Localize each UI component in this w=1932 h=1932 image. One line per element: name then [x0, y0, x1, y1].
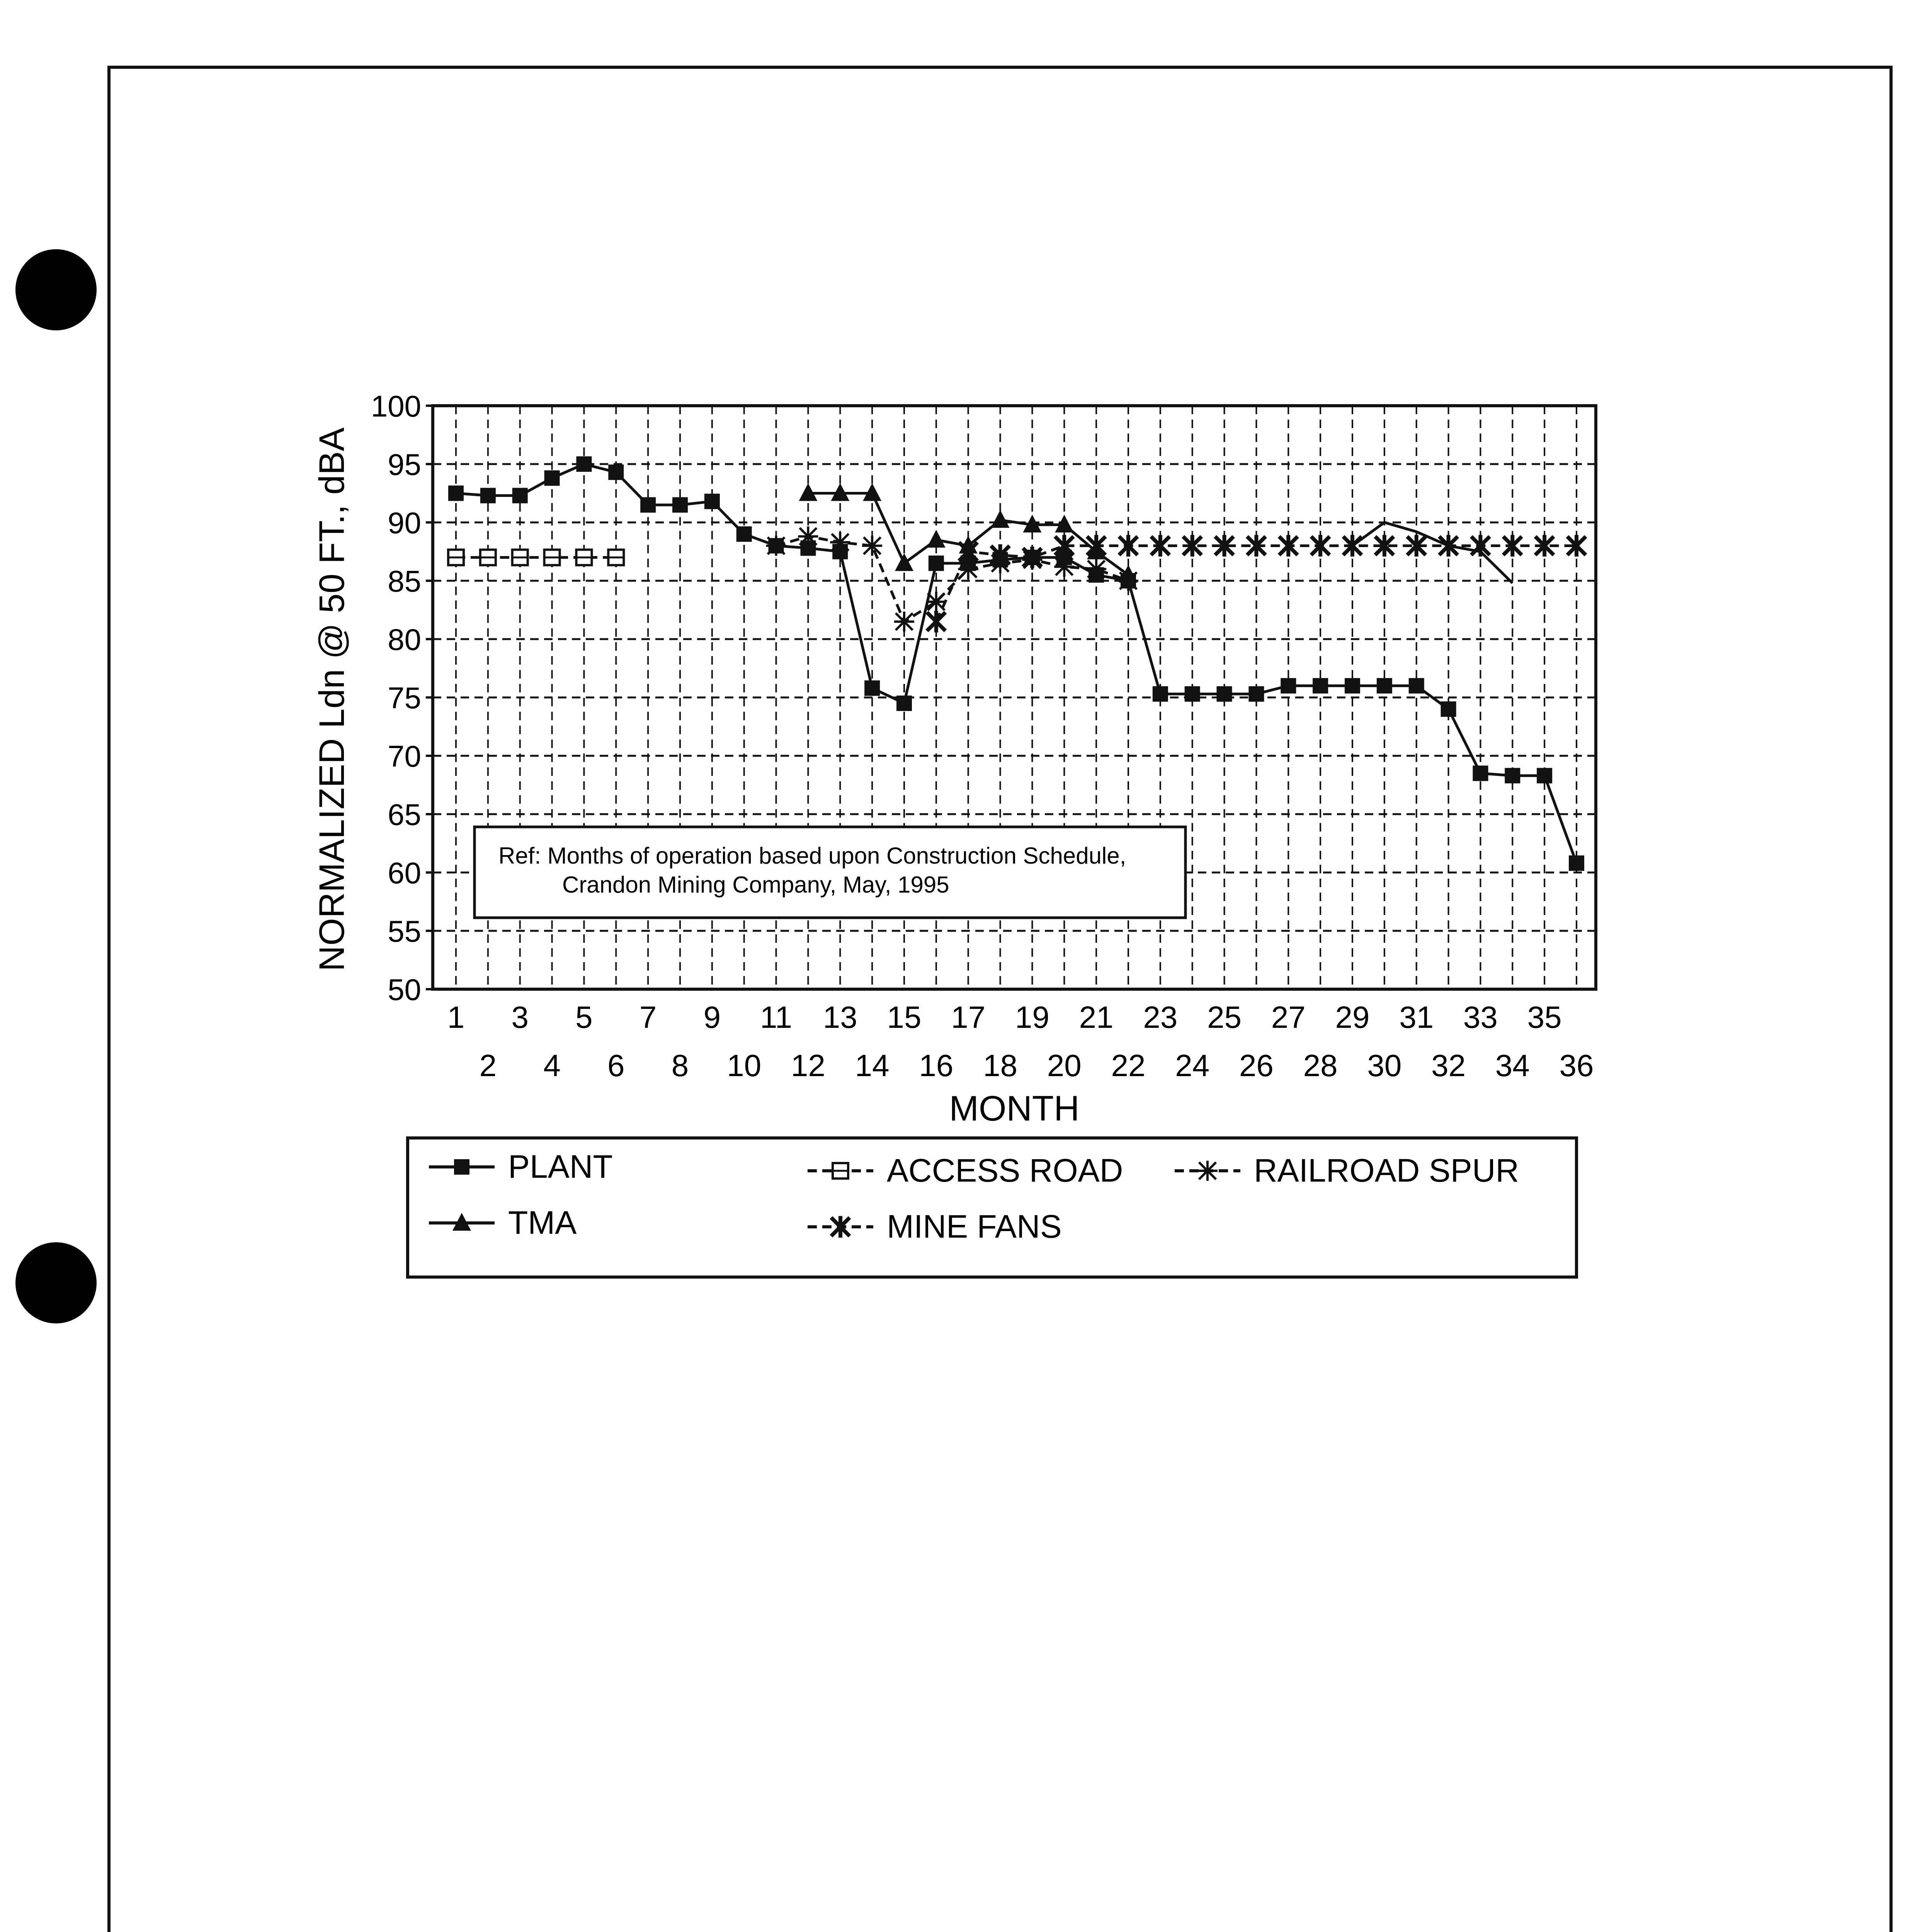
marker-x-star	[1279, 535, 1298, 556]
x-tick-label: 32	[1431, 1048, 1466, 1083]
legend	[408, 1138, 1577, 1277]
x-tick-label: 5	[575, 1000, 593, 1034]
marker-asterisk	[766, 536, 786, 556]
y-tick-label: 80	[388, 622, 421, 656]
marker-square	[1441, 701, 1456, 717]
x-tick-label: 26	[1239, 1048, 1274, 1083]
y-tick-label: 70	[388, 739, 421, 773]
marker-square	[1377, 678, 1392, 694]
series-plant	[448, 456, 1584, 871]
marker-open-square	[608, 550, 624, 565]
marker-square	[1313, 678, 1328, 694]
x-tick-label: 25	[1207, 1000, 1242, 1034]
x-tick-label: 29	[1335, 1000, 1370, 1034]
y-tick-label: 85	[388, 564, 421, 598]
legend-label: MINE FANS	[887, 1208, 1062, 1245]
y-tick-label: 65	[388, 798, 421, 832]
y-tick-label: 100	[371, 389, 421, 423]
marker-open-square	[512, 550, 528, 565]
marker-square	[929, 556, 944, 571]
x-tick-label: 17	[951, 1000, 986, 1034]
x-tick-label: 13	[823, 1000, 857, 1034]
x-tick-label: 11	[760, 1000, 793, 1034]
marker-square	[736, 526, 752, 542]
x-tick-label: 31	[1399, 1000, 1434, 1034]
marker-asterisk	[830, 532, 850, 552]
x-tick-label: 12	[791, 1048, 825, 1083]
marker-triangle	[991, 510, 1010, 528]
marker-square	[1409, 678, 1424, 694]
x-tick-label: 20	[1047, 1048, 1082, 1083]
reference-note-line-2: Crandon Mining Company, May, 1995	[562, 872, 949, 898]
marker-x-star	[927, 611, 946, 633]
legend-label: PLANT	[508, 1148, 613, 1185]
reference-note-line-1: Ref: Months of operation based upon Construction Schedule,	[498, 843, 1126, 869]
marker-square	[544, 470, 560, 486]
marker-asterisk	[1118, 571, 1138, 591]
marker-asterisk	[1197, 1161, 1218, 1181]
marker-square	[1153, 686, 1168, 702]
marker-square	[512, 488, 528, 503]
x-tick-label: 7	[639, 1000, 657, 1034]
y-tick-label: 95	[388, 447, 421, 481]
marker-open-square	[544, 550, 560, 565]
y-tick-label: 60	[388, 856, 421, 890]
legend-label: RAILROAD SPUR	[1254, 1152, 1519, 1189]
reference-note	[474, 827, 1185, 918]
marker-square	[896, 696, 912, 711]
x-tick-label: 35	[1527, 1000, 1562, 1034]
marker-square	[704, 494, 720, 509]
marker-square	[608, 464, 624, 480]
x-tick-label: 33	[1463, 1000, 1498, 1034]
marker-square	[1248, 686, 1264, 702]
marker-asterisk	[926, 592, 946, 612]
marker-square	[454, 1159, 469, 1175]
marker-square	[1217, 686, 1232, 702]
marker-square	[576, 456, 592, 472]
x-tick-label: 6	[607, 1048, 625, 1083]
x-tick-label: 27	[1271, 1000, 1306, 1034]
marker-square	[448, 486, 464, 501]
marker-square	[864, 680, 880, 696]
x-tick-label: 23	[1143, 1000, 1178, 1034]
marker-open-square	[480, 550, 496, 565]
marker-square	[672, 497, 688, 513]
x-tick-label: 21	[1079, 1000, 1114, 1034]
x-tick-label: 16	[919, 1048, 954, 1083]
marker-open-square	[448, 550, 464, 565]
y-tick-label: 55	[388, 914, 421, 948]
x-tick-label: 10	[727, 1048, 762, 1083]
x-tick-label: 24	[1175, 1048, 1210, 1083]
marker-square	[1473, 765, 1488, 781]
marker-open-square	[833, 1163, 848, 1179]
marker-triangle	[927, 530, 946, 548]
marker-square	[1281, 678, 1296, 694]
x-tick-label: 2	[479, 1048, 497, 1083]
x-axis-ticks	[447, 1000, 1594, 1083]
marker-square	[1345, 678, 1360, 694]
legend-label: ACCESS ROAD	[887, 1152, 1123, 1189]
chart-series	[448, 456, 1586, 871]
marker-asterisk	[798, 526, 818, 546]
x-tick-label: 15	[887, 1000, 922, 1034]
y-axis-label: NORMALIZED Ldn @ 50 FT., dBA	[312, 427, 352, 971]
marker-asterisk	[862, 536, 882, 556]
marker-triangle	[895, 553, 913, 571]
x-tick-label: 18	[983, 1048, 1018, 1083]
x-tick-label: 22	[1111, 1048, 1146, 1083]
x-tick-label: 14	[855, 1048, 889, 1083]
x-tick-label: 19	[1015, 1000, 1049, 1034]
marker-square	[1185, 686, 1200, 702]
marker-x-star	[1311, 535, 1330, 556]
marker-asterisk	[894, 612, 914, 632]
series-line	[456, 464, 1577, 863]
y-axis-ticks	[371, 389, 433, 1007]
marker-asterisk	[1086, 559, 1106, 579]
x-tick-label: 34	[1495, 1048, 1530, 1083]
y-tick-label: 50	[388, 973, 421, 1007]
x-tick-label: 4	[543, 1048, 561, 1083]
y-tick-label: 75	[388, 681, 421, 715]
x-tick-label: 30	[1367, 1048, 1402, 1083]
legend-label: TMA	[508, 1204, 577, 1241]
marker-square	[1569, 855, 1584, 871]
marker-square	[480, 488, 496, 503]
marker-square	[1505, 768, 1520, 783]
x-tick-label: 3	[511, 1000, 529, 1034]
marker-open-square	[576, 550, 592, 565]
x-tick-label: 9	[703, 1000, 721, 1034]
x-tick-label: 8	[671, 1048, 689, 1083]
x-tick-label: 36	[1559, 1048, 1594, 1083]
marker-x-star	[1119, 535, 1138, 556]
marker-asterisk	[1054, 557, 1074, 577]
x-tick-label: 28	[1303, 1048, 1338, 1083]
marker-square	[1537, 768, 1552, 783]
marker-square	[640, 497, 656, 513]
y-tick-label: 90	[388, 506, 421, 540]
series-access-road	[448, 550, 624, 565]
x-tick-label: 1	[447, 1000, 465, 1034]
x-axis-label: MONTH	[949, 1089, 1080, 1128]
